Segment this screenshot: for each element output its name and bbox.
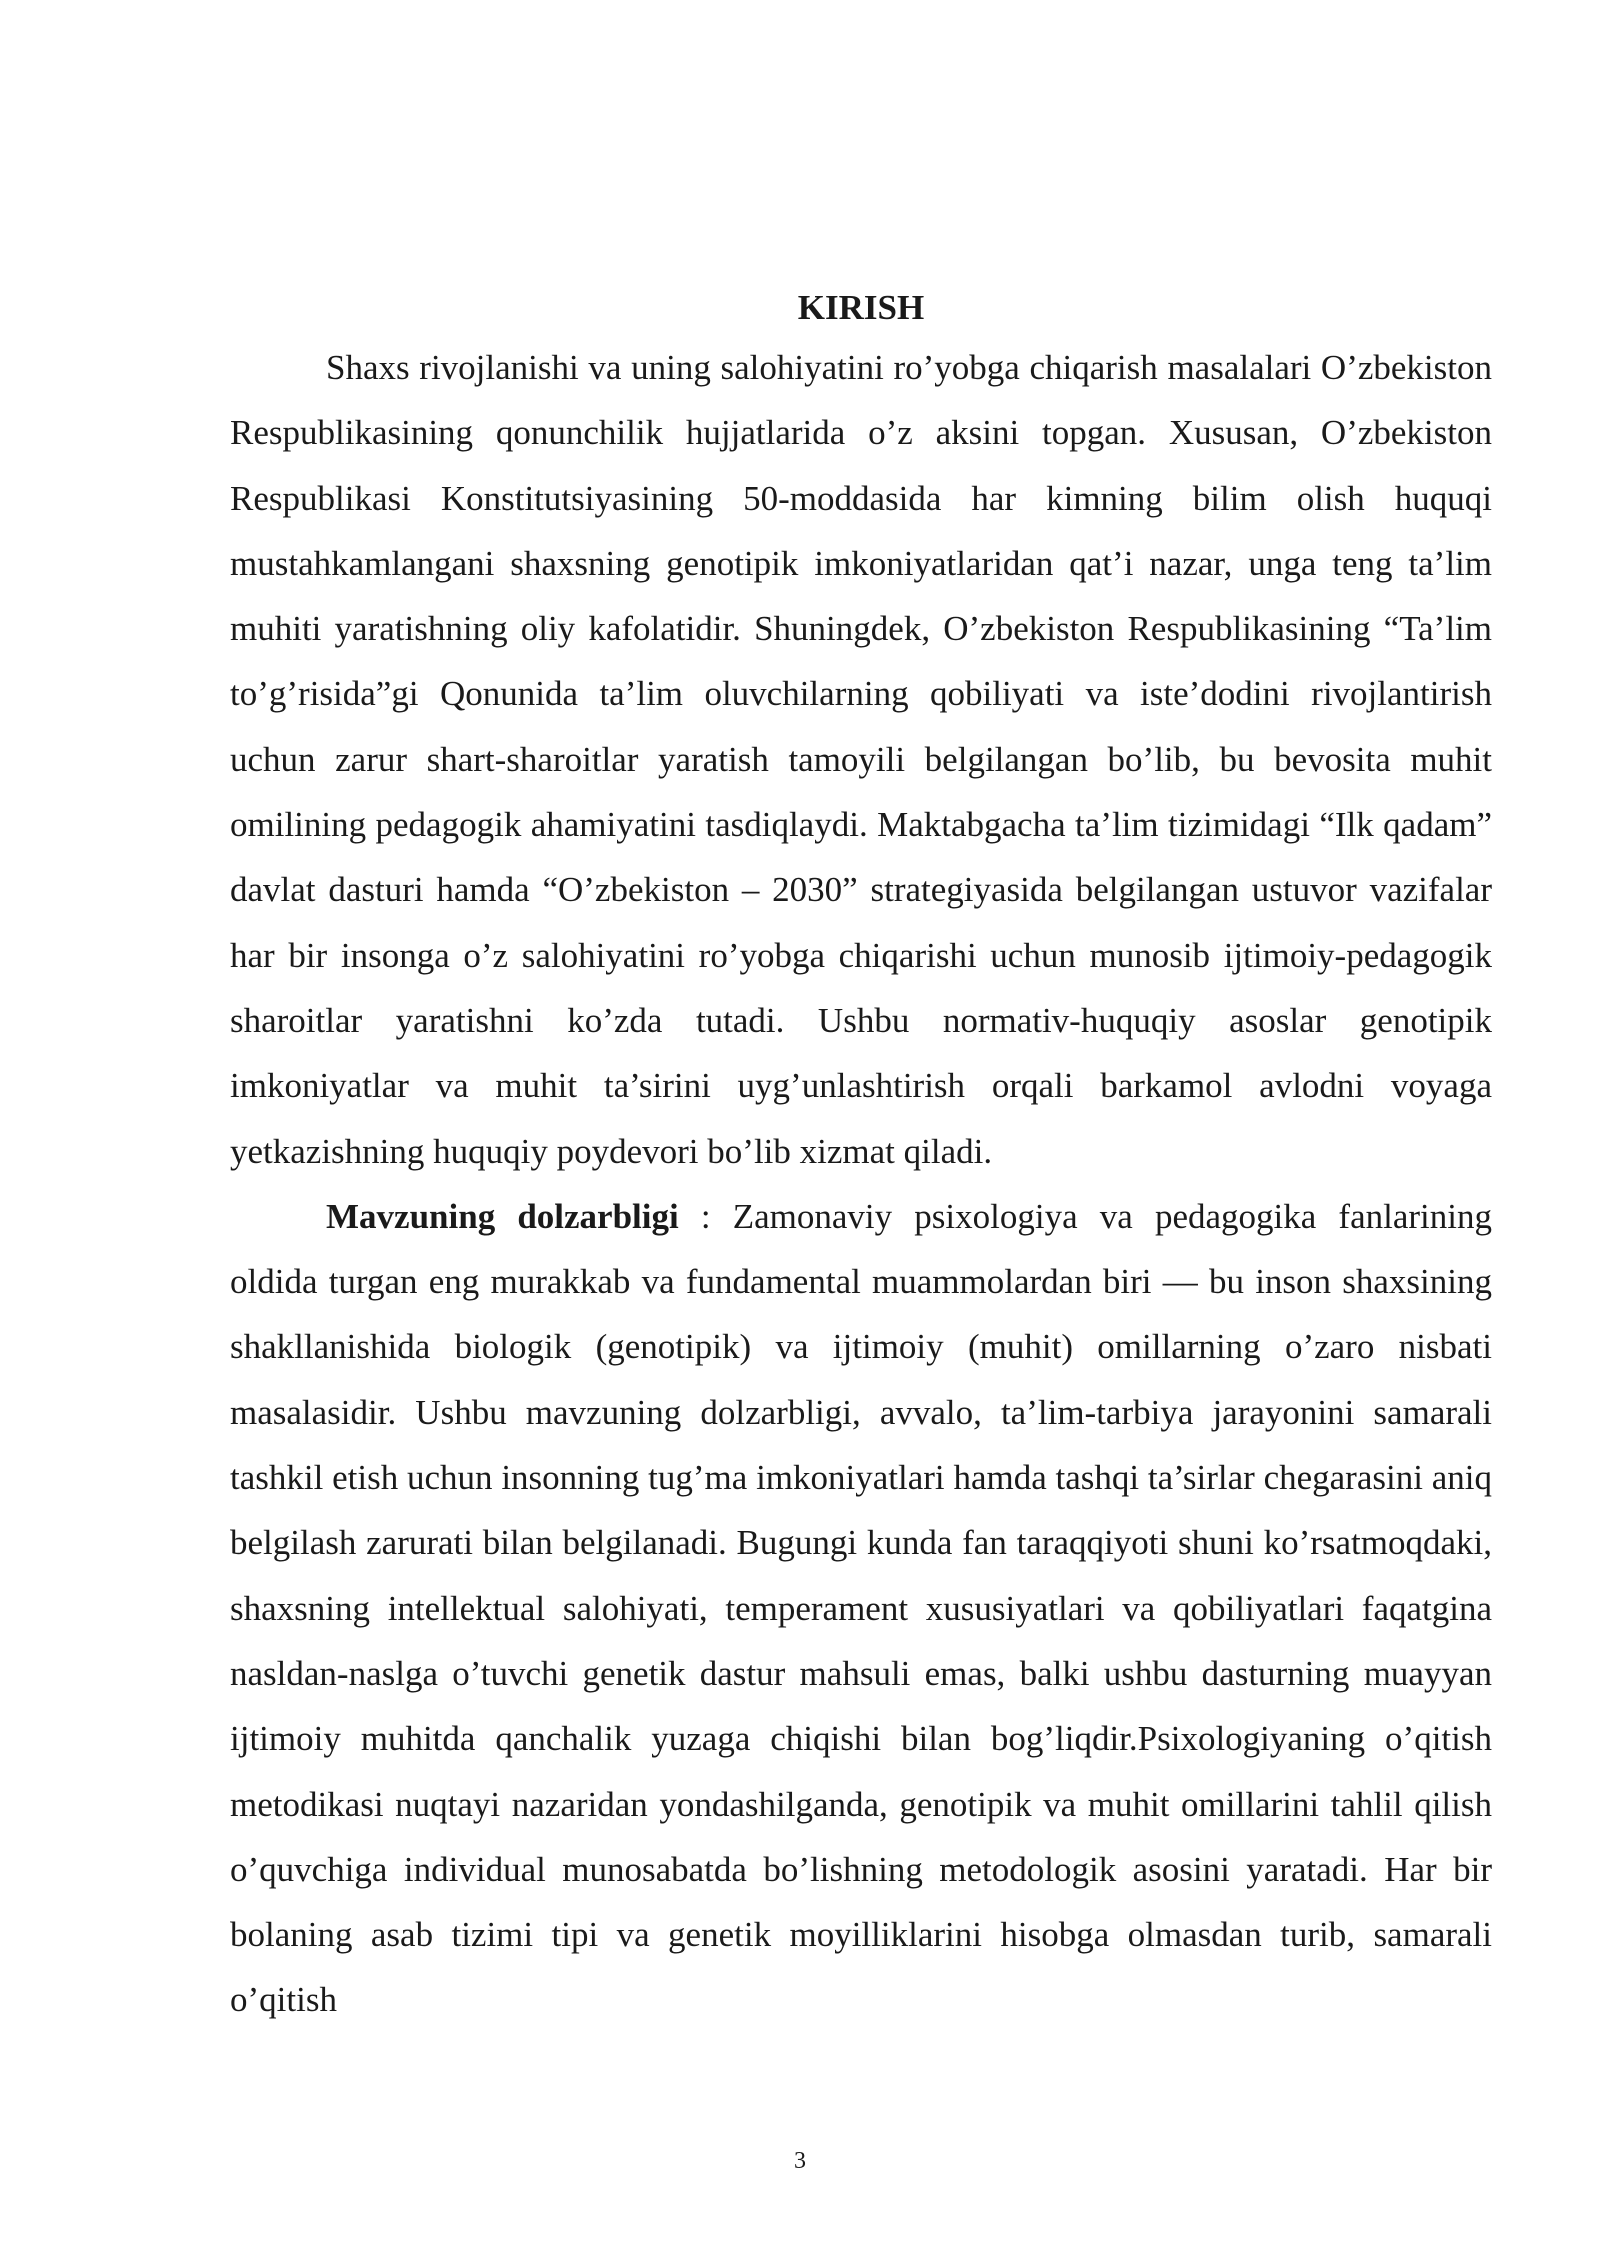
- page-content: [230, 280, 1492, 2033]
- relevance-paragraph: [230, 1184, 1492, 2033]
- page-number: 3: [794, 2148, 806, 2174]
- paragraph-lead: Mavzuning dolzarbligi: [326, 1196, 679, 1236]
- section-title: KIRISH: [797, 288, 925, 327]
- paragraph-text: Shaxs rivojlanishi va uning salohiyatini ro’yobga chiqarish masalalari O’zbekiston Respublikasining qonunchilik hujjatlarida o’z aksini topgan. Xususan, O’zbekiston Respublikasi Konstitutsiyasining 50-moddasida har kimning bilim olish huquqi mustahkamlangani shaxsning genotipik imkoniyatlaridan qat’i nazar, unga teng ta’lim muhiti yaratishning oliy kafolatidir. Shuningdek, O’zbekiston Respublikasining “Ta’lim to’g’risida”gi Qonunida ta’lim oluvchilarning qobiliyati va iste’dodini rivojlantirish uchun zarur shart-sharoitlar yaratish tamoyili belgilangan bo’lib, bu bevosita muhit omilining pedagogik ahamiyatini tasdiqlaydi. Maktabgacha ta’lim tizimidagi “Ilk qadam” davlat dasturi hamda “O’zbekiston – 2030” strategiyasida belgilangan ustuvor vazifalar har bir insonga o’z salohiyatini ro’yobga chiqarishi uchun munosib ijtimoiy-pedagogik sharoitlar yaratishni ko’zda tutadi. Ushbu normativ-huquqiy asoslar genotipik imkoniyatlar va muhit ta’sirini uyg’unlashtirish orqali barkamol avlodni voyaga yetkazishning huquqiy poydevori bo’lib xizmat qiladi.: [230, 348, 1492, 1171]
- intro-paragraph: [230, 335, 1492, 1184]
- paragraph-text: : Zamonaviy psixologiya va pedagogika fanlarining oldida turgan eng murakkab va fundamental muammolardan biri — bu inson shaxsining shakllanishida biologik (genotipik) va ijtimoiy (muhit) omillarning o’zaro nisbati masalasidir. Ushbu mavzuning dolzarbligi, avvalo, ta’lim-tarbiya jarayonini samarali tashkil etish uchun insonning tug’ma imkoniyatlari hamda tashqi ta’sirlar chegarasini aniq belgilash zarurati bilan belgilanadi. Bugungi kunda fan taraqqiyoti shuni ko’rsatmoqdaki, shaxsning intellektual salohiyati, temperament xususiyatlari va qobiliyatlari faqatgina nasldan-naslga o’tuvchi genetik dastur mahsuli emas, balki ushbu dasturning muayyan ijtimoiy muhitda qanchalik yuzaga chiqishi bilan bog’liqdir.Psixologiyaning o’qitish metodikasi nuqtayi nazaridan yondashilganda, genotipik va muhit omillarini tahlil qilish o’quvchiga individual munosabatda bo’lishning metodologik asosini yaratadi. Har bir bolaning asab tizimi tipi va genetik moyilliklarini hisobga olmasdan turib, samarali o’qitish: [230, 1196, 1492, 2020]
